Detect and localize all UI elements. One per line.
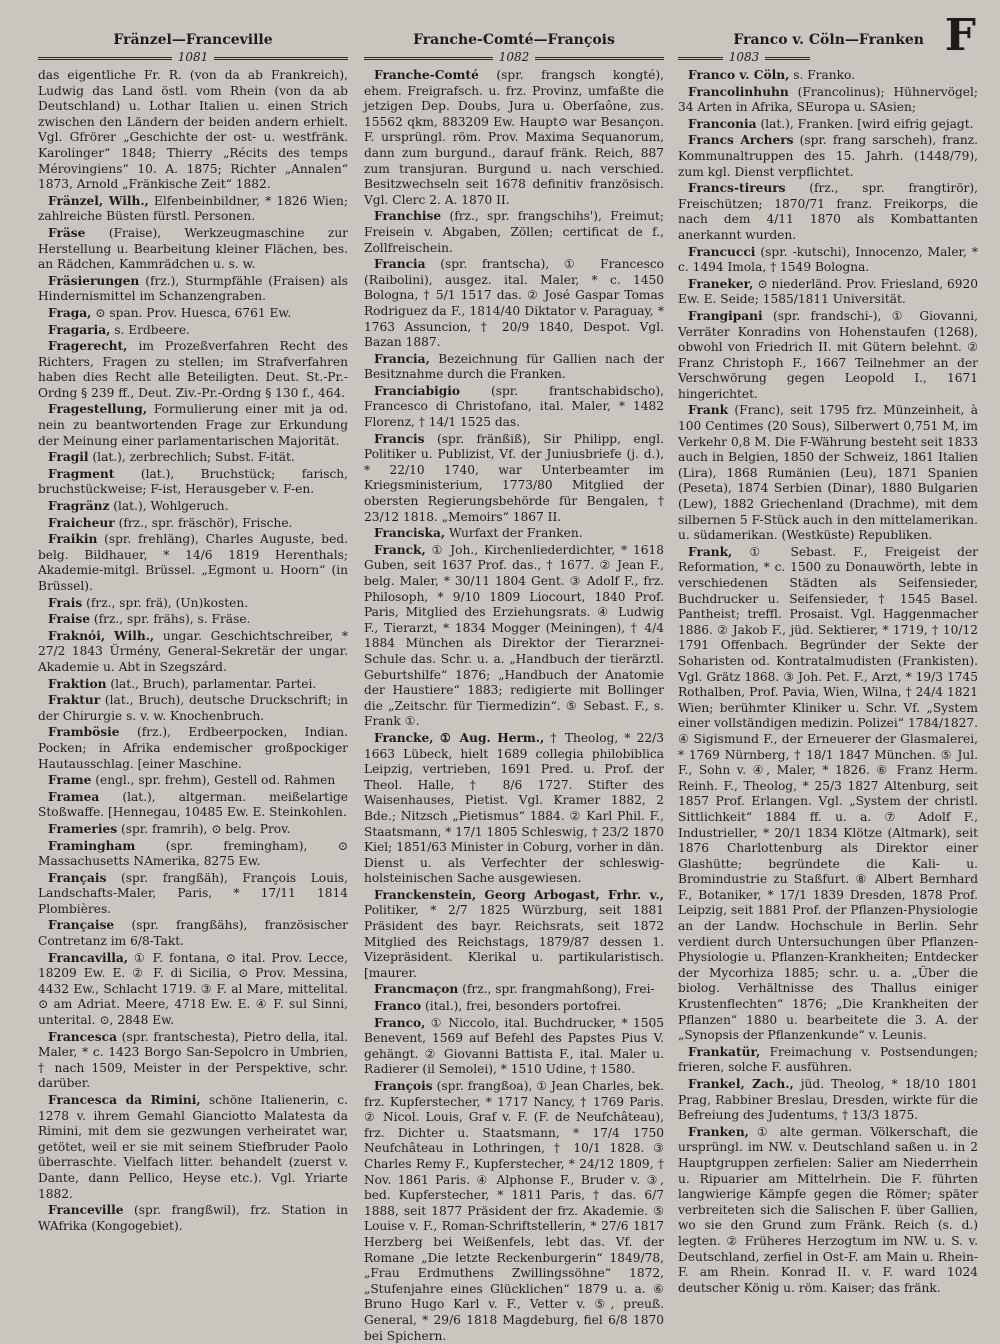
dictionary-entry	[364, 999, 664, 1015]
dictionary-entry	[364, 257, 664, 351]
entry-text: Wurfaxt der Franken.	[449, 526, 583, 541]
dictionary-entry	[38, 839, 348, 870]
running-header-left: Fränzel—Franceville	[113, 32, 273, 48]
entry-headword: Franconia	[688, 116, 757, 131]
entry-headword: Frambösie	[48, 725, 120, 740]
entry-text: (spr. frang sarscheh), franz. Kommunaltruppen des 15. Jahrh. (1448/79), zum kgl. Dienst verpflichtet.	[678, 133, 978, 179]
dictionary-entry	[678, 277, 978, 308]
dictionary-entry	[364, 384, 664, 431]
entry-text: Politiker, * 2/7 1825 Würzburg, seit 1881 Präsident des bayr. Reichsrats, seit 1872 Mitglied des Reichstags, 1879/87 dessen 1. Vizepräsident. Klerikal u. partikularistisch. [maurer.	[364, 903, 664, 980]
dictionary-entry	[38, 629, 348, 676]
entry-text: s. Erdbeere.	[114, 322, 190, 337]
dictionary-entry	[38, 1030, 348, 1092]
dictionary-entry	[38, 677, 348, 693]
entry-text: Bezeichnung für Gallien nach der Besitznahme durch die Franken.	[364, 351, 665, 382]
entry-headword: Franciabigio	[374, 383, 460, 398]
dictionary-entry	[364, 1079, 664, 1344]
dictionary-entry	[364, 526, 664, 542]
entry-headword: Frankel, Zach.,	[688, 1077, 794, 1091]
entry-headword: Fränzel, Wilh.,	[48, 193, 149, 208]
entry-headword: Fraikin	[48, 532, 98, 547]
entry-text: (spr. frandschi-), ① Giovanni, Verräter Konradins von Hohenstaufen (1268), obwohl von Friedrich II. mit Gütern belehnt. ② Franz Christoph F., 1667 Teilnehmer an der Verschwörung gegen Leopold I., 1671 hingerichtet.	[678, 308, 979, 401]
entry-text: ① Sebast. F., Freigeist der Reformation, * c. 1500 zu Donauwörth, lebte in verschiedenen Städten als Seifensieder, Buchdrucker u. Seifensieder, † 1545 Basel. Pantheist; treffl. Prosaist. Vgl. Haggenmacher 1886. ② Jakob F., jüd. Sektierer, * 1719, † 10/12 1791 Offenbach. Begründer der Sekte der Soharisten od. Kontratalmudisten (Frankisten). Vgl. Grätz 1868. ③ Joh. Pet. F., Arzt, * 19/3 1745 Rothalben, Prof. Pavia, Wien, Wilna, † 24/4 1821 Wien; berühmter Kliniker u. Schr. Vf. „System einer vollständigen medizin. Polizei“ 1784/1827. ④ Sigismund F., der Erneuerer der Glasmalerei, * 1769 Nürnberg, † 18/1 1847 München. ⑤ Jul. F., Sohn v. ④, Maler, * 1826. ⑥ Franz Herm. Reinh. F., Theolog, * 25/3 1827 Altenburg, seit 1857 Prof. Erlangen. Vgl. „System der christl. Sittlichkeit“ 1884 ff. u. a. ⑦ Adolf F., Industrieller, * 20/1 1834 Klötze (Altmark), seit 1876 Charlottenburg als Direktor einer Glashütte; begründete die Kali- u. Bromindustrie zu Staßfurt. ⑧ Albert Bernhard F., Botaniker, * 17/1 1839 Dresden, 1878 Prof. Leipzig, seit 1881 Prof. der Pflanzen-Physiologie an der Landw. Hochschule in Berlin. Sehr verdient durch Untersuchungen über Pflanzen-Physiologie u. Pflanzen-Krankheiten; Entdecker der Mycorhiza 1885; schr. u. a. „Über die biolog. Verhältnisse des Thallus einiger Krustenflechten“ 1876; „Die Krankheiten der Pflanzen“ 1880 u. bearbeitete die 3. A. der „Synopsis der Pflanzenkunde“ v. Leunis.	[678, 544, 978, 1043]
entry-headword: Francolinhuhn	[688, 84, 789, 99]
running-header-right: Franco v. Cöln—Franken	[733, 32, 924, 48]
entry-headword: Frais	[48, 595, 83, 610]
entry-headword: Francmaçon	[374, 982, 459, 997]
entry-headword: Franciska,	[374, 526, 446, 541]
dictionary-entry	[38, 226, 348, 273]
dictionary-entry	[38, 871, 348, 918]
dictionary-entry	[678, 245, 978, 276]
entry-text: (spr. framrih), ⊙ belg. Prov.	[120, 821, 291, 836]
dictionary-entry	[38, 68, 348, 193]
entry-headword: Fragestellung,	[48, 402, 148, 417]
entry-headword: Francis	[374, 431, 425, 446]
columns	[38, 68, 979, 1343]
entry-headword: Franchise	[374, 209, 442, 224]
entry-text: (spr. frantscha), ① Francesco (Raibolini), ausgez. ital. Maler, * c. 1450 Bologna, † 5/1 1517 das. ② José Gaspar Tomas Rodriguez da F., 1814/40 Diktator v. Paraguay, * 1763 Assuncion, † 20/9 1840, Despot. Vgl. Bazan 1887.	[364, 257, 665, 350]
entry-headword: Française	[48, 918, 115, 933]
entry-headword: Franco	[374, 999, 422, 1014]
entry-headword: Frank,	[688, 544, 733, 559]
column-3	[678, 68, 979, 1295]
entry-headword: Francia	[374, 257, 426, 272]
dictionary-entry	[38, 274, 348, 305]
entry-headword: Francucci	[688, 244, 756, 259]
entry-headword: Franeker,	[688, 276, 754, 291]
running-headers	[38, 22, 978, 48]
entry-text: (spr. frantschabidscho), Francesco di Christofano, ital. Maler, * 1482 Florenz, † 14/1 1525 das.	[364, 383, 664, 430]
dictionary-entry	[38, 306, 348, 322]
entry-headword: Framea	[48, 789, 100, 804]
entry-text: (spr. frangßähs), französischer Contretanz im 6/8-Takt.	[38, 918, 348, 949]
entry-headword: Fraktur	[48, 693, 101, 708]
entry-headword: Fragerecht,	[48, 339, 128, 354]
entry-text: (lat.), zerbrechlich; Subst. F-ität.	[92, 450, 295, 465]
dictionary-entry	[38, 1093, 348, 1202]
entry-text: (spr. frangßwil), frz. Station in WAfrika (Kongogebiet).	[38, 1203, 348, 1233]
dictionary-entry	[678, 403, 978, 543]
entry-text: (lat., Bruch), parlamentar. Partei.	[110, 676, 317, 691]
entry-text: (frz., spr. frä), (Un)kosten.	[86, 595, 249, 610]
dictionary-entry	[364, 68, 664, 208]
entry-text: ① alte german. Völkerschaft, die ursprüngl. im NW. v. Deutschland saßen u. in 2 Hauptgruppen zerfielen: Salier am Niederrhein u. Ripuarier am Mittelrhein. Die F. führten langwierige Kämpfe gegen die Römer; später verbreiteten sich die Salischen F. über Gallien, wo sie den Grund zum Fränk. Reich (s. d.) legten. ② Früheres Herzogtum im NW. u. S. v. Deutschland, zerfiel in Ost-F. am Main u. Rhein-F. am Rhein. Konrad II. v. F. ward 1024 deutscher König u. röm. Kaiser; das fränk.	[678, 1124, 978, 1295]
dictionary-entry	[678, 545, 978, 1044]
entry-text: das eigentliche Fr. R. (von da ab Frankreich), Ludwig das Land östl. vom Rhein (von da ab Deutschland) u. Lothar Italien u. einen Strich zwischen den Ländern der beiden andern erhielt. Vgl. Gfrörer „Geschichte der ost- u. westfränk. Karolinger“ 1848; Thierry „Récits des temps Mérovingiens“ 10. A. 1875; Richter „Annalen“ 1873, Arnold „Fränkische Zeit“ 1882.	[38, 68, 348, 192]
entry-headword: Fraknói, Wilh.,	[48, 628, 155, 643]
entry-headword: Fraise	[48, 612, 91, 627]
entry-headword: Frangipani	[688, 308, 763, 323]
dictionary-entry	[38, 532, 348, 594]
entry-text: (frz., spr. frangmahßong), Frei-	[462, 982, 655, 997]
entry-text: (spr. frehläng), Charles Auguste, bed. belg. Bildhauer, * 14/6 1819 Herenthals; Akademie-mitgl. Brüssel. „Egmont u. Hoorn“ (in Brüssel).	[38, 532, 349, 593]
entry-text: ① Niccolo, ital. Buchdrucker, * 1505 Benevent, 1569 auf Befehl des Papstes Pius V. gehängt. ② Giovanni Battista F., ital. Maler u. Radierer (il Semolei), * 1510 Udine, † 1580.	[364, 1015, 664, 1077]
entry-text: Formulierung einer mit ja od. nein zu beantwortenden Frage zur Erkundung der Meinung einer parlamentarischen Majorität.	[38, 402, 348, 448]
column-1	[38, 68, 348, 1278]
page-number-center: 1082	[364, 50, 664, 64]
dictionary-entry	[38, 339, 348, 401]
entry-text: (frz., spr. frähs), s. Fräse.	[93, 612, 251, 627]
dictionary-entry	[364, 888, 664, 982]
entry-text: (lat.), Franken. [wird eifrig gejagt.	[760, 116, 974, 131]
entry-text: (ital.), frei, besonders portofrei.	[425, 999, 622, 1014]
dictionary-entry	[38, 450, 348, 466]
dictionary-entry	[38, 822, 348, 838]
dictionary-entry	[364, 209, 664, 256]
dictionary-entry	[38, 612, 348, 628]
entry-headword: Framingham	[48, 838, 136, 853]
entry-text: (Francolinus); Hühnervögel; 34 Arten in Afrika, SEuropa u. SAsien;	[678, 84, 978, 115]
dictionary-entry	[678, 1125, 978, 1297]
entry-text: (engl., spr. frehm), Gestell od. Rahmen	[95, 773, 336, 788]
entry-headword: Franco,	[374, 1015, 426, 1030]
dictionary-entry	[678, 133, 978, 180]
entry-text: (lat.), Wohlgeruch.	[113, 499, 229, 514]
dictionary-entry	[38, 790, 348, 821]
entry-text: (spr. fränßiß), Sir Philipp, engl. Politiker u. Publizist, Vf. der Juniusbriefe (j. d.), * 22/10 1740, war Unterbeamter im Kriegsministerium, 1773/80 Mitglied der obersten Regierungsbehörde für Bengalen, † 23/12 1818. „Memoirs“ 1867 II.	[364, 431, 664, 524]
entry-headword: Français	[48, 870, 107, 885]
entry-headword: Frank	[688, 403, 729, 418]
entry-text: (Fraise), Werkzeugmaschine zur Herstellung u. Bearbeitung kleiner Flächen, bes. an Rädchen, Kammrädchen u. s. w.	[38, 225, 349, 272]
entry-headword: Frame	[48, 773, 92, 788]
entry-text: (spr. frangsch kongté), ehem. Freigrafsch. u. frz. Provinz, umfaßte die jetzigen Dep. Doubs, Jura u. Oberſaône, zus. 15562 qkm, 883209 Ew. Haupt⊙ war Besançon. F. ursprüngl. röm. Prov. Maxima Sequanorum, dann zum burgund., darauf fränk. Reich, 887 zum transjuran. Burgund u. nach verschied. Besitzwechseln seit 1678 definitiv französisch. Vgl. Clerc 2. A. 1870 II.	[364, 68, 665, 207]
entry-text: Elfenbeinbildner, * 1826 Wien; zahlreiche Büsten fürstl. Personen.	[38, 193, 348, 224]
entry-text: ① Joh., Kirchenliederdichter, * 1618 Guben, seit 1637 Prof. das., † 1677. ② Jean F., belg. Maler, * 30/11 1804 Gent. ③ Adolf F., frz. Philosoph, * 9/10 1809 Liocourt, 1840 Prof. Paris, Mitglied des Erziehungsrats. ④ Ludwig F., Tierarzt, * 1834 Mogger (Meiningen), † 4/4 1884 München als Direktor der Tierarznei-Schule das. Schr. u. a. „Handbuch der tierärztl. Geburtshilfe“ 1876; „Handbuch der Anatomie der Haustiere“ 1883; redigierte mit Bollinger die „Zeitschr. für Tiermedizin“. ⑤ Sebast. F., s. Frank ①.	[364, 542, 664, 729]
page-numbers	[38, 48, 978, 66]
entry-headword: Fraga,	[48, 305, 92, 320]
entry-headword: Fraicheur	[48, 515, 115, 530]
dictionary-entry	[38, 693, 348, 724]
entry-text: (lat., Bruch), deutsche Druckschrift; in der Chirurgie s. v. w. Knochenbruch.	[38, 693, 348, 723]
dictionary-entry	[38, 951, 348, 1029]
dictionary-entry	[678, 309, 978, 403]
entry-headword: Frameries	[48, 821, 118, 836]
dictionary-entry	[38, 323, 348, 339]
entry-text: (spr. frangßoa), ① Jean Charles, bek. frz. Kupferstecher, * 1717 Nancy, † 1769 Paris. ② Nicol. Louis, Graf v. F. (F. de Neufchâteau), frz. Dichter u. Staatsmann, * 17/4 1750 Neufchâteau in Lothringen, † 10/1 1828. ③ Charles Remy F., Kupferstecher, * 24/12 1809, † Nov. 1861 Paris. ④ Alphonse F., Bruder v. ③, bed. Kupferstecher, * 1811 Paris, † das. 6/7 1888, seit 1877 Präsident der frz. Akademie. ⑤ Louise v. F., Roman-Schriftstellerin, * 27/6 1817 Herzberg bei Weißenfels, lebt das. Vf. der Romane „Die letzte Reckenburgerin“ 1849/78, „Frau Erdmuthens Zwillingssöhne“ 1872, „Stufenjahre eines Glücklichen“ 1879 u. a. ⑥ Bruno Hugo Karl v. F., Vetter v. ⑤, preuß. General, * 29/6 1818 Magdeburg, fiel 6/8 1870 bei Spichern.	[364, 1079, 665, 1343]
entry-text: (frz.), Erdbeerpocken, Indian. Pocken; in Afrika endemischer großpockiger Hautausschlag. [einer Maschine.	[38, 725, 348, 771]
dictionary-entry	[678, 68, 978, 84]
entry-headword: Frankatür,	[688, 1044, 761, 1059]
dictionary-entry	[38, 773, 348, 789]
entry-text: (frz., spr. frangschihs'), Freimut; Freisein v. Abgaben, Zöllen; certificat de f., Zollfreischein.	[364, 209, 665, 255]
entry-headword: Francia,	[374, 351, 430, 366]
dictionary-entry	[364, 432, 664, 526]
dictionary-entry	[38, 402, 348, 449]
dictionary-entry	[38, 918, 348, 949]
entry-headword: Francesca	[48, 1029, 117, 1044]
entry-text: ① F. fontana, ⊙ ital. Prov. Lecce, 18209 Ew. E. ② F. di Sicilia, ⊙ Prov. Messina, 4432 Ew., Schlacht 1719. ③ F. al Mare, mittelital. ⊙ am Adriat. Meere, 4718 Ew. E. ④ F. sul Sinni, unterital. ⊙, 2848 Ew.	[38, 950, 348, 1028]
entry-text: ungar. Geschichtschreiber, * 27/2 1843 Ürmény, General-Sekretär der ungar. Akademie u. Abt in Szegszárd.	[38, 628, 349, 674]
column-2	[364, 68, 665, 1343]
entry-text: (frz.), Sturmpfähle (Fraisen) als Hindernismittel im Schanzengraben.	[38, 273, 348, 304]
entry-text: Freimachung v. Postsendungen; frieren, solche F. ausführen.	[678, 1044, 978, 1075]
dictionary-entry	[38, 596, 348, 612]
section-letter: F	[944, 10, 976, 61]
entry-text: jüd. Theolog, * 18/10 1801 Prag, Rabbiner Breslau, Dresden, wirkte für die Befreiung des Judentums, † 13/3 1875.	[678, 1077, 978, 1123]
entry-text: (spr. frangßäh), François Louis, Landschafts-Maler, Paris, * 17/11 1814 Plombières.	[38, 870, 349, 916]
entry-headword: Fräsierungen	[48, 273, 140, 288]
dictionary-entry	[678, 1077, 978, 1124]
page-number-right: 1083	[678, 50, 810, 64]
dictionary-entry	[38, 516, 348, 532]
entry-text: ⊙ span. Prov. Huesca, 6761 Ew.	[95, 305, 292, 320]
entry-headword: Francesca da Rimini,	[48, 1093, 201, 1107]
entry-headword: Francavilla,	[48, 950, 129, 965]
dictionary-entry	[38, 725, 348, 772]
entry-headword: Franken,	[688, 1124, 749, 1139]
dictionary-entry	[38, 499, 348, 515]
entry-text: im Prozeßverfahren Recht des Richters, Fragen zu stellen; im Strafverfahren haben dies Recht alle Beteiligten. Deut. St.-Pr.-Ordng § 239 ff., Deut. Ziv.-Pr.-Ordng § 130 f., 464.	[38, 339, 348, 400]
entry-text: (lat.), Bruchstück; farisch, bruchstückweise; F-ist, Herausgeber v. F-en.	[38, 466, 349, 497]
dictionary-entry	[678, 181, 978, 243]
dictionary-entry	[364, 1016, 664, 1078]
entry-text: (Franc), seit 1795 frz. Münzeinheit, à 100 Centimes (20 Sous), Silberwert 0,751 M, im Verkehr 0,8 M. Die F-Währung besteht seit 1833 auch in Belgien, 1850 der Schweiz, 1861 Italien (Lira), 1868 Rumänien (Leu), 1871 Spanien (Peseta), 1874 Serbien (Dinar), 1880 Bulgarien (Lew), 1882 Griechenland (Drachme), mit dem silbernen 5 F-Stück auch in den mittelamerikan. u. südamerikan. (Westküste) Republiken.	[678, 403, 978, 543]
entry-headword: Fragil	[48, 450, 89, 465]
dictionary-entry	[364, 352, 664, 383]
entry-text: ⊙ niederländ. Prov. Friesland, 6920 Ew. E. Seide; 1585/1811 Universität.	[678, 276, 978, 307]
entry-text: (spr. -kutschi), Innocenzo, Maler, * c. 1494 Imola, † 1549 Bologna.	[678, 244, 978, 275]
running-header-center: Franche-Comté—François	[413, 32, 615, 48]
entry-headword: Franck,	[374, 542, 426, 557]
dictionary-entry	[364, 982, 664, 998]
entry-headword: Franco v. Cöln,	[688, 68, 790, 82]
entry-headword: Francs Archers	[688, 133, 794, 148]
entry-headword: Francs-tireurs	[688, 181, 786, 196]
dictionary-entry	[364, 543, 664, 730]
entry-headword: Fragment	[48, 466, 115, 481]
entry-text: (spr. fremingham), ⊙ Massachusetts NAmerika, 8275 Ew.	[38, 838, 349, 869]
entry-text: † Theolog, * 22/3 1663 Lübeck, hielt 1689 collegia philobiblica Leipzig, vertrieben, 1691 Pred. u. Prof. der Theol. Halle, † 8/6 1727. Stifter des Waisenhauses, Pietist. Vgl. Kramer 1882, 2 Bde.; Nitzsch „Pietismus“ 1884. ② Karl Phil. F., Staatsmann, * 17/1 1805 Schleswig, † 23/2 1870 Kiel; 1851/63 Minister in Coburg, vorher in dän. Dienst u. als Verfechter der schleswig-holsteinischen Sache ausgewiesen.	[364, 730, 665, 886]
dictionary-entry	[364, 731, 664, 887]
dictionary-entry	[678, 117, 978, 133]
entry-text: schöne Italienerin, c. 1278 v. ihrem Gemahl Gianciotto Malatesta da Rimini, mit dem sie gezwungen verheiratet war, getötet, weil er sie mit seinem Stiefbruder Paolo überraschte. Vielfach litter. behandelt (zuerst v. Dante, dann Pellico, Heyse etc.). Vgl. Yriarte 1882.	[38, 1093, 348, 1201]
entry-headword: Fragaria,	[48, 322, 111, 337]
entry-headword: François	[374, 1079, 433, 1093]
dictionary-entry	[38, 194, 348, 225]
page-number-left: 1081	[38, 50, 348, 64]
entry-headword: Franche-Comté	[374, 68, 479, 82]
dictionary-entry	[678, 85, 978, 116]
dictionary-entry	[38, 467, 348, 498]
dictionary-entry	[678, 1045, 978, 1076]
entry-headword: Fraktion	[48, 676, 107, 691]
entry-headword: Fragränz	[48, 499, 110, 514]
entry-headword: Francke, ① Aug. Herm.,	[374, 730, 545, 745]
entry-headword: Fräse	[48, 225, 86, 240]
entry-text: (frz., spr. frangtirör), Freischützen; 1870/71 franz. Freikorps, die nach dem 4/11 1870 als Kombattanten anerkannt wurden.	[678, 181, 978, 242]
entry-text: (lat.), altgerman. meißelartige Stoßwaffe. [Hennegau, 10485 Ew. E. Steinkohlen.	[38, 789, 348, 820]
entry-text: (spr. frantschesta), Pietro della, ital. Maler, * c. 1423 Borgo San-Sepolcro in Umbrien, † nach 1509, Meister in der Perspektive, schr. darüber.	[38, 1029, 348, 1091]
entry-text: s. Franko.	[793, 68, 855, 82]
entry-headword: Franckenstein, Georg Arbogast, Frhr. v.,	[374, 887, 664, 902]
entry-text: (frz., spr. fräschör), Frische.	[118, 515, 293, 530]
dictionary-entry	[38, 1203, 348, 1234]
entry-headword: Franceville	[48, 1203, 124, 1218]
